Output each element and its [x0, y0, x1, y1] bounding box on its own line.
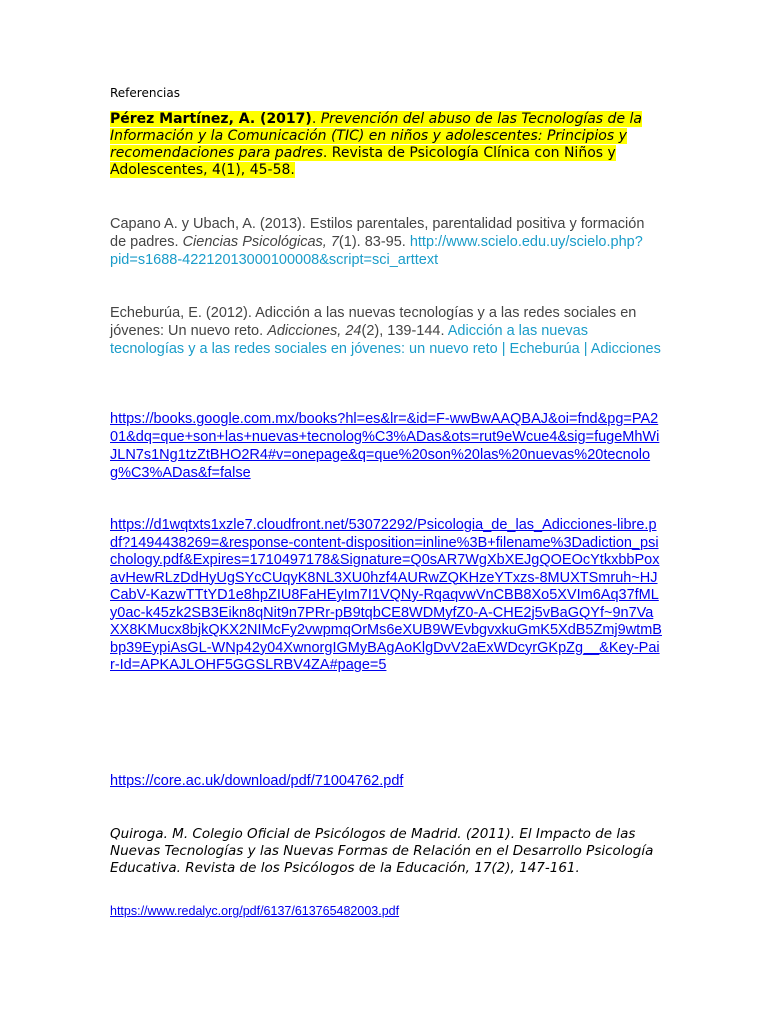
cloudfront-reference: [110, 517, 662, 675]
google-books-link[interactable]: https://books.google.com.mx/books?hl=es&lr=&id=F-wwBwAAQBAJ&oi=fnd&pg=PA201&dq=que+son+las+nuevas+tecnolog%C3%ADas&ots=rut9eWcue4&sig=fugeMhWiJLN7s1Ng1tzZtBHO2R4#v=onepage&q=que%20son%20las%20nuevas%20tecnolog%C3%ADas&f=false: [110, 411, 660, 481]
core-reference: [110, 772, 662, 790]
reference-source: . Revista de Psicología Clínica con Niños y Adolescentes, 4(1), 45-58.: [110, 145, 616, 178]
reference-author: Pérez Martínez, A. (2017): [110, 111, 312, 127]
reference-journal: Ciencias Psicológicas, 7: [182, 234, 339, 250]
google-books-reference: [110, 410, 662, 482]
scielo-link[interactable]: http://www.scielo.edu.uy/scielo.php?pid=s1688-42212013000100008&script=sci_arttext: [110, 234, 643, 268]
cloudfront-pdf-link[interactable]: https://d1wqtxts1xzle7.cloudfront.net/53072292/Psicologia_de_las_Adicciones-libre.pdf?1494438269=&response-content-disposition=inline%3B+filename%3Dadiction_psichology.pdf&Expires=1710497178&Signature=Q0sAR7WgXbXEJgQOEOcYtkxbbPoxavHewRLzDdHyUgSYcCUqyK8NL3XU0hzf4AURwZQKHzeYTxzs-8MUXTSmruh~HJCabV-KazwTTtYD1e8hpZIU8FaHEyIm7I1VQNy-RqaqvwVnCBB8Xo5XVIm6Aq37fMLy0ac-k45zk2SB3Eikn8qNit9n7PRr-pB9tqbCE8WDMyfZ0-A-CHE2j5vBaGQYf~9n7VaXX8KMucx8bjkQKX2NIMcFy2vwpmqOrMs6eXUB9WEvbgvxkuGmK5XdB5Zmj9wtmBbp39EypiAsGL-WNp42y04XwnorgIGMyBAgAoKlgDvV2aExWDcyrGKpZg__&Key-Pair-Id=APKAJLOHF5GGSLRBV4ZA#page=5: [110, 517, 662, 673]
adicciones-link[interactable]: Adicción a las nuevas tecnologías y a las redes sociales en jóvenes: un nuevo reto | Echeburúa | Adicciones: [110, 323, 661, 357]
reference-journal: Adicciones, 24: [267, 323, 362, 339]
core-pdf-link[interactable]: https://core.ac.uk/download/pdf/71004762.pdf: [110, 773, 404, 789]
reference-capano-ubach: Capano A. y Ubach, A. (2013). Estilos parentales, parentalidad positiva y formación de padres. Ciencias Psicológicas, 7(1). 83-95. http://www.scielo.edu.uy/scielo.php?pid=s1688-42212013000100008&script=sci_arttext: [110, 216, 645, 268]
reference-echeburua: Echeburúa, E. (2012). Adicción a las nuevas tecnologías y a las redes sociales en jóvenes: Un nuevo reto. Adicciones, 24(2), 139-144. Adicción a las nuevas tecnologías y a las redes sociales en jóvenes: un nuevo reto | Echeburúa | Adicciones: [110, 305, 661, 357]
reference-perez-martinez: Pérez Martínez, A. (2017). Prevención del abuso de las Tecnologías de la Información y la Comunicación (TIC) en niños y adolescentes: Principios y recomendaciones para padres. Revista de Psicología Clínica con Niños y Adolescentes, 4(1), 45-58.: [110, 111, 642, 178]
redalyc-reference: [110, 903, 662, 919]
reference-title: Prevención del abuso de las Tecnologías de la Información y la Comunicación (TIC) en niños y adolescentes: Principios y recomendaciones para padres: [110, 111, 642, 161]
references-heading: Referencias: [110, 86, 180, 100]
redalyc-pdf-link[interactable]: https://www.redalyc.org/pdf/6137/613765482003.pdf: [110, 904, 400, 918]
reference-quiroga: Quiroga. M. Colegio Oficial de Psicólogos de Madrid. (2011). El Impacto de las Nuevas Tecnologías y las Nuevas Formas de Relación en el Desarrollo Psicología Educativa. Revista de los Psicólogos de la Educación, 17(2), 147-161.: [110, 826, 654, 876]
